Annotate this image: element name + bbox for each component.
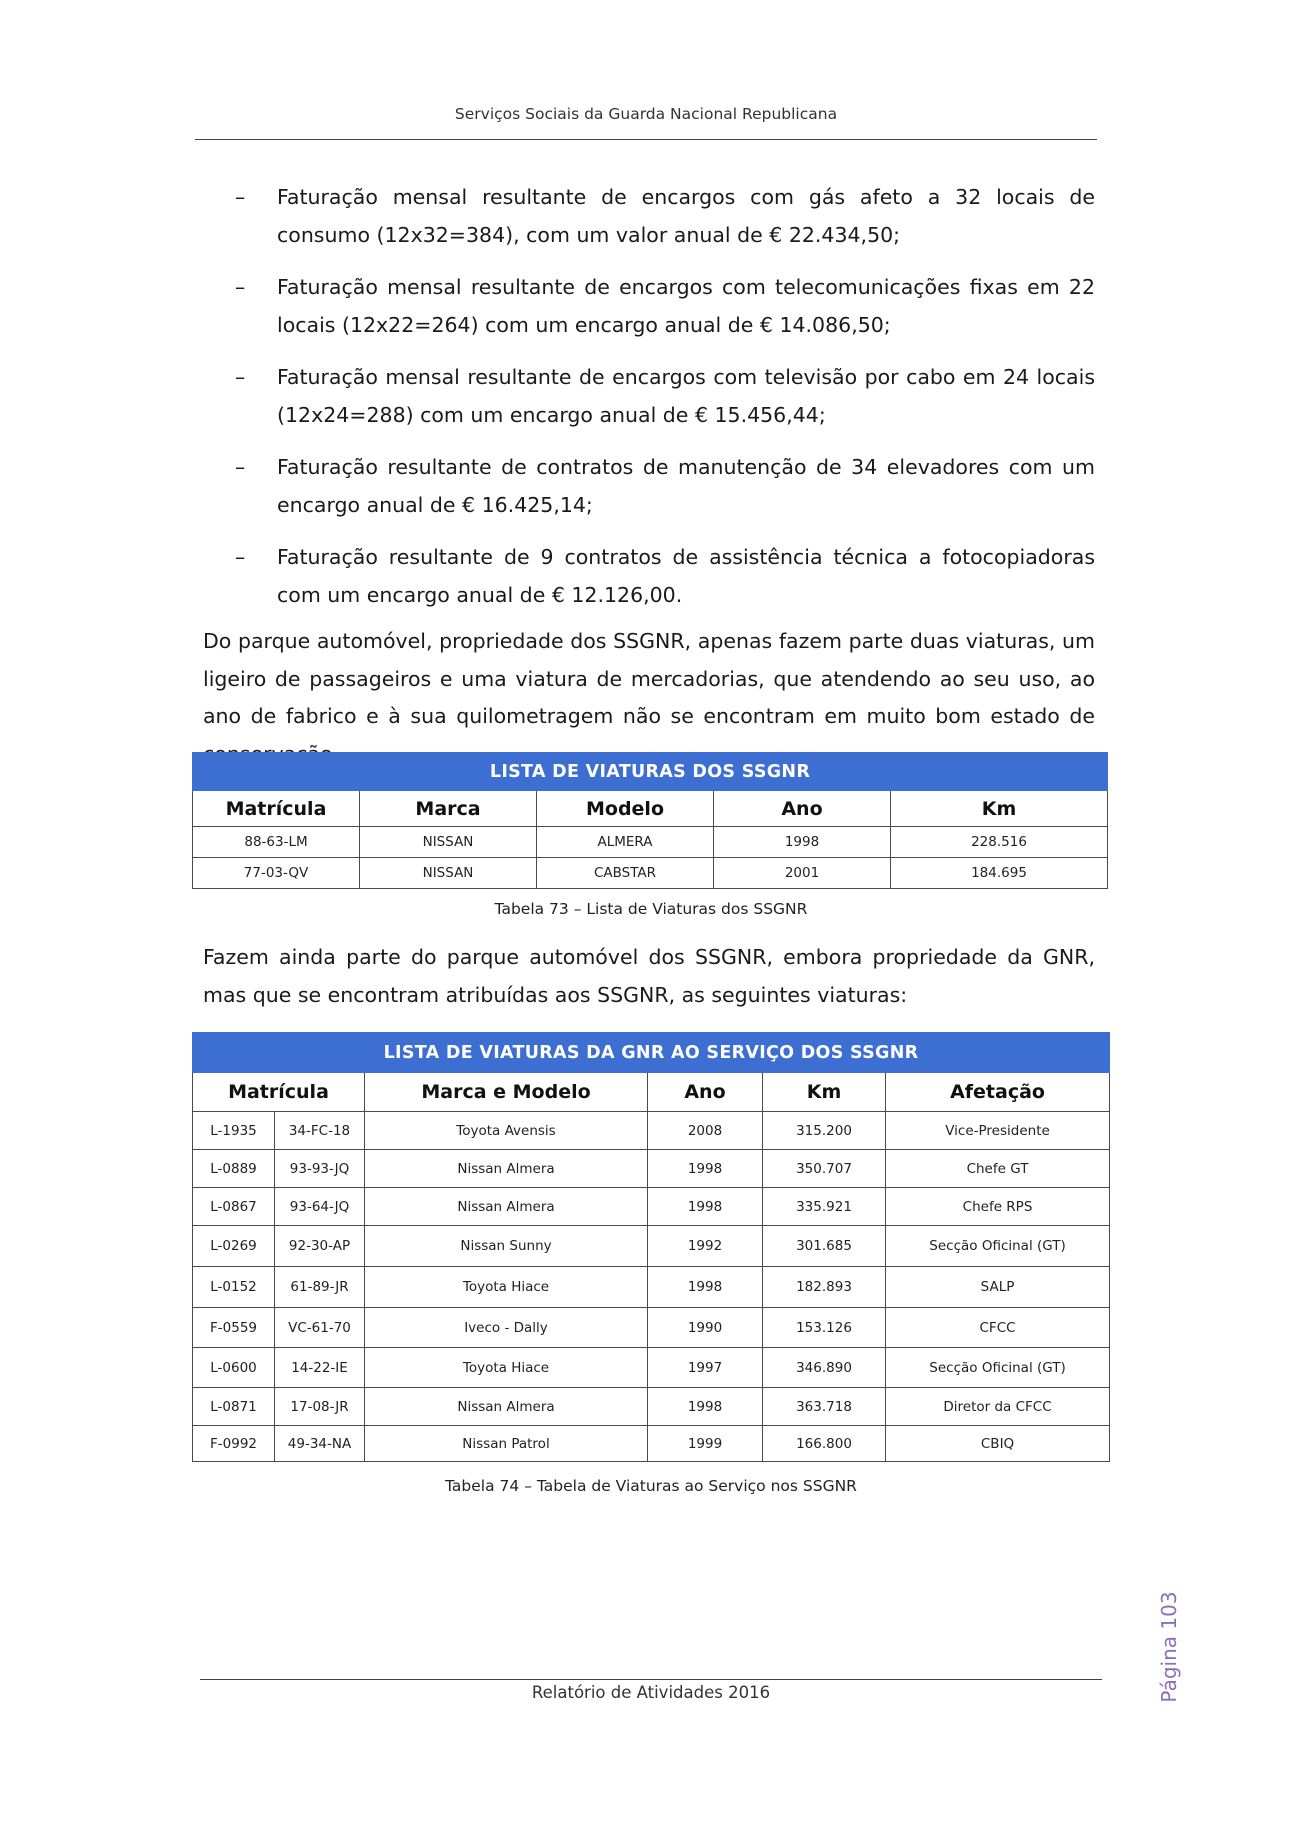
table-cell: CFCC: [886, 1308, 1110, 1348]
table-cell: 93-64-JQ: [275, 1188, 365, 1226]
table-cell: 346.890: [763, 1348, 886, 1388]
table-cell: L-0889: [193, 1150, 275, 1188]
table-cell: 77-03-QV: [193, 858, 360, 889]
table-cell: NISSAN: [360, 827, 537, 858]
column-header: Marca e Modelo: [365, 1073, 648, 1112]
table-cell: Diretor da CFCC: [886, 1388, 1110, 1426]
table-cell: 49-34-NA: [275, 1426, 365, 1462]
table-cell: 92-30-AP: [275, 1226, 365, 1267]
table-caption: Tabela 73 – Lista de Viaturas dos SSGNR: [494, 900, 808, 918]
table-row: [193, 1226, 1110, 1267]
bullet-item: [235, 448, 1095, 524]
ssgnr-vehicles-table: [192, 752, 1108, 889]
dash-marker: –: [235, 185, 246, 209]
dash-marker: –: [235, 365, 246, 389]
table-cell: 153.126: [763, 1308, 886, 1348]
bullet-item: [235, 268, 1095, 344]
column-header: Afetação: [886, 1073, 1110, 1112]
table-cell: 1998: [648, 1188, 763, 1226]
bullet-text: Faturação resultante de 9 contratos de assistência técnica a fotocopiadoras com um encargo anual de € 12.126,00.: [277, 545, 1095, 607]
bullet-text: Faturação mensal resultante de encargos com telecomunicações fixas em 22 locais (12x22=264) com um encargo anual de € 14.086,50;: [277, 275, 1095, 337]
table-cell: 1990: [648, 1308, 763, 1348]
table-header-row: [193, 791, 1108, 827]
table-cell: NISSAN: [360, 858, 537, 889]
running-header: Serviços Sociais da Guarda Nacional Republicana: [454, 105, 838, 123]
table-cell: 34-FC-18: [275, 1112, 365, 1150]
table-header-row: [193, 1073, 1110, 1112]
table-cell: Toyota Hiace: [365, 1267, 648, 1308]
bullet-item: [235, 178, 1095, 254]
table-cell: Nissan Almera: [365, 1150, 648, 1188]
table-cell: 363.718: [763, 1388, 886, 1426]
page-number: [1154, 1592, 1184, 1702]
table-cell: 93-93-JQ: [275, 1150, 365, 1188]
dash-marker: –: [235, 545, 246, 569]
table-row: [193, 1426, 1110, 1462]
table-cell: Iveco - Dally: [365, 1308, 648, 1348]
running-footer: Relatório de Atividades 2016: [531, 1683, 771, 1702]
table-cell: 2001: [714, 858, 891, 889]
table-cell: F-0559: [193, 1308, 275, 1348]
table-cell: Nissan Sunny: [365, 1226, 648, 1267]
bullet-text: Faturação mensal resultante de encargos com televisão por cabo em 24 locais (12x24=288) com um encargo anual de € 15.456,44;: [277, 365, 1095, 427]
table-cell: L-0152: [193, 1267, 275, 1308]
table-cell: Nissan Patrol: [365, 1426, 648, 1462]
table-cell: CABSTAR: [537, 858, 714, 889]
column-header: Marca: [360, 791, 537, 827]
page-number-label: Página 103: [1157, 1591, 1181, 1703]
table-cell: Vice-Presidente: [886, 1112, 1110, 1150]
table-cell: 166.800: [763, 1426, 886, 1462]
table-row: [193, 1150, 1110, 1188]
column-header: Ano: [714, 791, 891, 827]
table-title-band: LISTA DE VIATURAS DA GNR AO SERVIÇO DOS SSGNR: [193, 1033, 1110, 1073]
table-caption: Tabela 74 – Tabela de Viaturas ao Serviço nos SSGNR: [445, 1477, 857, 1495]
table-cell: 350.707: [763, 1150, 886, 1188]
table-cell: Chefe GT: [886, 1150, 1110, 1188]
column-header: Km: [891, 791, 1108, 827]
gnr-vehicles-table: [192, 1032, 1110, 1462]
table-cell: 1997: [648, 1348, 763, 1388]
bullet-item: [235, 538, 1095, 614]
header-divider: [195, 139, 1097, 140]
column-header: Km: [763, 1073, 886, 1112]
table-row: [193, 858, 1108, 889]
table-cell: 88-63-LM: [193, 827, 360, 858]
table-cell: L-0600: [193, 1348, 275, 1388]
bullet-item: [235, 358, 1095, 434]
column-header: Ano: [648, 1073, 763, 1112]
expense-bullet-list: [235, 178, 1095, 628]
table-row: [193, 1188, 1110, 1226]
table-row: [193, 1388, 1110, 1426]
table-cell: L-0871: [193, 1388, 275, 1426]
dash-marker: –: [235, 275, 246, 299]
table-cell: L-1935: [193, 1112, 275, 1150]
table-cell: 17-08-JR: [275, 1388, 365, 1426]
table-row: [193, 827, 1108, 858]
table-cell: 1992: [648, 1226, 763, 1267]
table-cell: Secção Oficinal (GT): [886, 1348, 1110, 1388]
fleet-paragraph: Do parque automóvel, propriedade dos SSGNR, apenas fazem parte duas viaturas, um ligeiro de passageiros e uma viatura de mercadorias, que atendendo ao seu uso, ao ano de fabrico e à sua quilometragem não se encontram em muito bom estado de: [203, 629, 1095, 728]
column-header: Matrícula: [193, 1073, 365, 1112]
table-cell: 1998: [648, 1267, 763, 1308]
table-cell: F-0992: [193, 1426, 275, 1462]
table-cell: Nissan Almera: [365, 1188, 648, 1226]
table-cell: 335.921: [763, 1188, 886, 1226]
table-row: [193, 1308, 1110, 1348]
table-cell: 1998: [648, 1150, 763, 1188]
gnr-fleet-paragraph: Fazem ainda parte do parque automóvel dos SSGNR, embora propriedade da GNR, mas que se encontram atribuídas aos SSGNR, as seguintes viaturas:: [203, 945, 1095, 1007]
table-cell: 1998: [714, 827, 891, 858]
table-cell: L-0867: [193, 1188, 275, 1226]
table-cell: 2008: [648, 1112, 763, 1150]
table-cell: 301.685: [763, 1226, 886, 1267]
table-row: [193, 1112, 1110, 1150]
dash-marker: –: [235, 455, 246, 479]
table-cell: Toyota Hiace: [365, 1348, 648, 1388]
table-cell: Nissan Almera: [365, 1388, 648, 1426]
table-cell: CBIQ: [886, 1426, 1110, 1462]
table-row: [193, 1267, 1110, 1308]
table-cell: 182.893: [763, 1267, 886, 1308]
column-header: Matrícula: [193, 791, 360, 827]
table-cell: VC-61-70: [275, 1308, 365, 1348]
table-cell: Chefe RPS: [886, 1188, 1110, 1226]
bullet-text: Faturação resultante de contratos de manutenção de 34 elevadores com um encargo anual de € 16.425,14;: [277, 455, 1095, 517]
table-cell: Secção Oficinal (GT): [886, 1226, 1110, 1267]
table-cell: 315.200: [763, 1112, 886, 1150]
table-row: [193, 1348, 1110, 1388]
table-cell: SALP: [886, 1267, 1110, 1308]
table-cell: Toyota Avensis: [365, 1112, 648, 1150]
table-cell: ALMERA: [537, 827, 714, 858]
bullet-text: Faturação mensal resultante de encargos com gás afeto a 32 locais de consumo (12x32=384), com um valor anual de € 22.434,50;: [277, 185, 1095, 247]
table-cell: 1998: [648, 1388, 763, 1426]
footer-divider: [200, 1679, 1102, 1680]
table-cell: 228.516: [891, 827, 1108, 858]
table-cell: 61-89-JR: [275, 1267, 365, 1308]
table-cell: L-0269: [193, 1226, 275, 1267]
column-header: Modelo: [537, 791, 714, 827]
table-cell: 14-22-IE: [275, 1348, 365, 1388]
table-title-band: LISTA DE VIATURAS DOS SSGNR: [193, 753, 1108, 791]
table-cell: 1999: [648, 1426, 763, 1462]
table-cell: 184.695: [891, 858, 1108, 889]
